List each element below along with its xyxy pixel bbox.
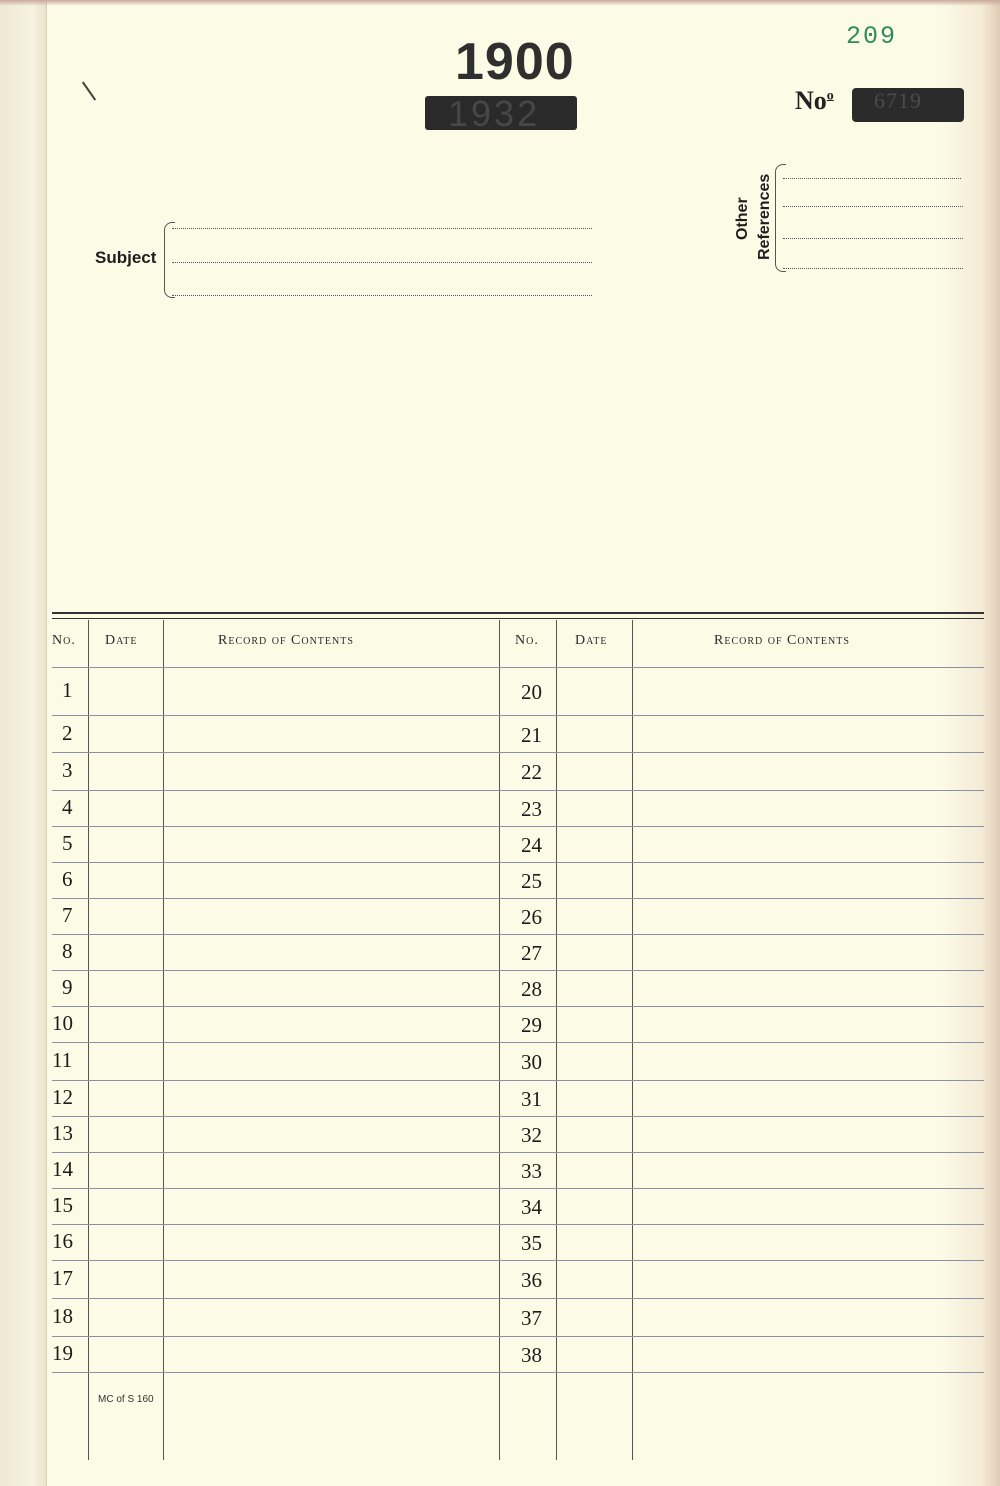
row-number-right: 30 [521, 1050, 542, 1074]
header-record-right: Record of Contents [714, 633, 850, 648]
row-rule [52, 1080, 984, 1081]
subject-line-3[interactable] [172, 295, 592, 296]
header-record-left: Record of Contents [218, 633, 354, 648]
year-stamp: 1900 [455, 33, 575, 91]
pencil-mark [82, 81, 96, 100]
row-rule [52, 898, 984, 899]
row-rule [52, 934, 984, 935]
row-number-right: 34 [521, 1195, 542, 1219]
row-number-left: 14 [52, 1157, 73, 1181]
row-rule [52, 752, 984, 753]
file-number-label: No$^o$ [795, 86, 834, 115]
row-number-right: 26 [521, 905, 542, 929]
row-number-right: 21 [521, 722, 542, 747]
other-references-label: Other References [734, 173, 773, 260]
row-number-left: 17 [52, 1266, 73, 1290]
row-number-left: 18 [52, 1304, 73, 1328]
header-date-left: Date [105, 633, 138, 648]
stamped-number: 209 [846, 22, 898, 51]
row-number-right: 24 [521, 833, 542, 857]
row-number-left: 19 [52, 1341, 73, 1365]
row-rule [52, 1260, 984, 1261]
header-date-right: Date [575, 633, 608, 648]
other-references-line-1[interactable] [783, 178, 961, 179]
table-top-rule-inner [52, 618, 984, 619]
row-number-right: 35 [521, 1231, 542, 1255]
row-rule [52, 862, 984, 863]
row-number-right: 33 [521, 1159, 542, 1183]
row-number-right: 32 [521, 1123, 542, 1147]
row-rule [52, 1224, 984, 1225]
subject-label: Subject [95, 248, 157, 267]
row-number-right: 25 [521, 869, 542, 893]
row-rule [52, 1336, 984, 1337]
row-rule [52, 1006, 984, 1007]
row-number-right: 27 [521, 941, 542, 965]
row-number-right: 23 [521, 797, 542, 821]
row-number-right: 38 [521, 1343, 542, 1367]
other-references-line-4[interactable] [783, 268, 963, 269]
row-number-right: 31 [521, 1087, 542, 1111]
file-number-value: 6719 [874, 88, 922, 113]
binding-strip [0, 0, 47, 1486]
row-rule [52, 826, 984, 827]
row-number-right: 20 [521, 680, 542, 704]
row-number-left: 4 [62, 795, 73, 819]
table-top-rule [52, 612, 984, 614]
row-rule [52, 715, 984, 716]
header-no-left: No. [52, 633, 76, 648]
row-number-right: 28 [521, 977, 542, 1001]
row-number-right: 36 [521, 1268, 542, 1292]
row-number-left: 10 [52, 1011, 73, 1035]
row-number-left: 16 [52, 1229, 73, 1253]
row-number-left: 9 [62, 975, 73, 999]
row-number-right: 22 [521, 760, 542, 784]
row-rule [52, 1188, 984, 1189]
subject-brace [164, 222, 175, 298]
subject-line-1[interactable] [172, 228, 592, 229]
col-divider-1 [88, 620, 89, 1460]
other-references-line-2[interactable] [783, 206, 963, 207]
col-divider-2 [163, 620, 164, 1460]
row-number-left: 12 [52, 1085, 73, 1109]
row-number-right: 29 [521, 1013, 542, 1037]
row-rule [52, 1372, 984, 1373]
header-rule [52, 667, 984, 668]
row-rule [52, 1152, 984, 1153]
page-edge-stain [940, 0, 1000, 1486]
col-divider-4 [556, 620, 557, 1460]
col-divider-3 [499, 620, 500, 1460]
row-number-left: 1 [62, 678, 73, 702]
subject-line-2[interactable] [172, 262, 592, 263]
row-number-left: 5 [62, 831, 73, 855]
redacted-year: 1932 [448, 93, 541, 134]
row-rule [52, 970, 984, 971]
row-number-left: 13 [52, 1121, 73, 1145]
row-rule [52, 1116, 984, 1117]
row-number-left: 6 [62, 867, 73, 891]
page-top-edge [0, 0, 1000, 6]
row-number-left: 2 [62, 720, 73, 745]
row-number-left: 11 [52, 1048, 73, 1072]
row-number-left: 8 [62, 939, 73, 963]
form-code: MC of S 160 [98, 1394, 154, 1405]
row-rule [52, 1298, 984, 1299]
row-number-left: 15 [52, 1193, 73, 1217]
row-number-right: 37 [521, 1306, 542, 1330]
other-references-line-3[interactable] [783, 238, 963, 239]
other-references-brace [775, 164, 786, 272]
header-no-right: No. [515, 633, 539, 648]
row-rule [52, 790, 984, 791]
row-rule [52, 1042, 984, 1043]
col-divider-5 [632, 620, 633, 1460]
row-number-left: 3 [62, 758, 73, 782]
row-number-left: 7 [62, 903, 73, 927]
